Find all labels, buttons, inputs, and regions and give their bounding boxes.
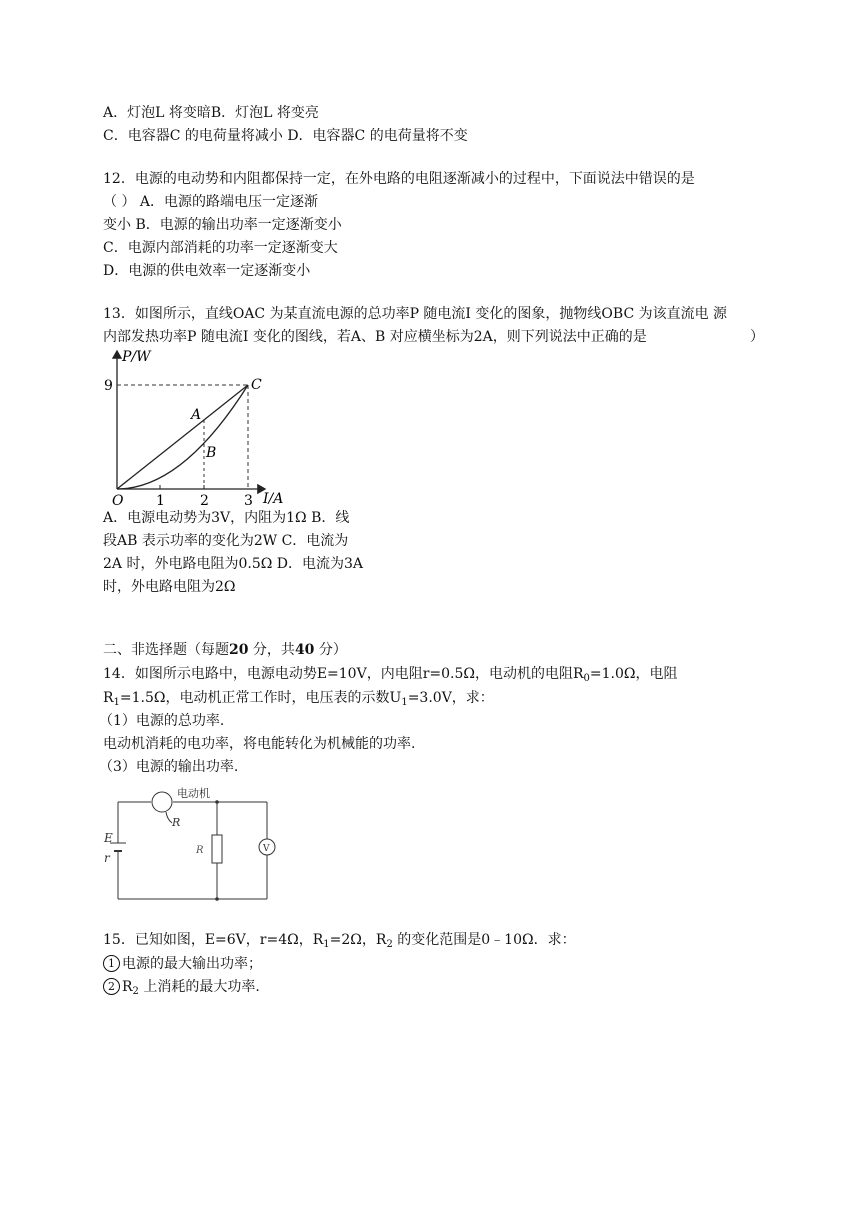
q14-line2-sub1: 1 [113,697,120,708]
q15-item-2-text-b: 上消耗的最大功率. [138,979,260,995]
q15-item-1-text: 电源的最大输出功率； [122,956,262,972]
q14-item-2: 电动机消耗的电功率，将电能转化为机械能的功率. [103,736,416,752]
q11-options-ab: A．灯泡L 将变暗B．灯泡L 将变亮 [103,105,319,121]
graph-point-b: B [206,445,217,461]
circuit-resistor [212,835,222,863]
graph-origin-label: O [112,493,124,509]
q15-text-a: 15．已知如图，E=6V，r=4Ω，R [103,932,324,948]
circuit-motor-r-label: R [172,816,181,829]
circuit-node-bottom [215,897,219,901]
q13-stem-line1: 13．如图所示，直线OAC 为某直流电源的总功率P 随电流I 变化的图象，抛物线OBC 为该直流电 源 [103,306,728,322]
q14-line1-text-b: =1.0Ω，电阻 [589,666,678,682]
q15-text-c: 的变化范围是0﹣10Ω．求： [392,932,576,948]
graph-x-tick-2: 2 [200,493,209,509]
q14-stem-line1 [103,664,678,684]
q15-sub2: 2 [386,939,393,950]
section2-heading-pre: 二、非选择题（每题 [103,642,229,658]
section2-heading-num2: 40 [294,642,315,658]
circuit-motor [152,792,172,812]
q14-item-1: （1）电源的总功率. [99,713,225,729]
q12-option-b: 变小 B．电源的输出功率一定逐渐变小 [103,217,342,233]
q15-item-2-number: 2 [103,978,120,995]
q15-sub1: 1 [323,939,330,950]
graph-y-tick-9: 9 [104,378,113,394]
q12-option-a: （ ） A．电源的路端电压一定逐渐 [103,194,319,210]
q14-item-3: （3）电源的输出功率. [99,759,239,775]
q15-item-2-text-a: R [122,979,133,995]
q12-stem: 12．电源的电动势和内阻都保持一定，在外电路的电阻逐渐减小的过程中，下面说法中错误的是 [103,171,695,187]
q13-stem-line2: 内部发热功率P 随电流I 变化的图线，若A、B 对应横坐标为2A，则下列说法中正确的是 [103,329,647,345]
q14-line2-text-a: R [103,690,114,706]
circuit-resistor-label: R [196,845,204,856]
power-current-graph [100,345,295,510]
q15-item-1 [103,954,262,974]
graph-x-tick-1: 1 [156,493,165,509]
circuit-node-top [215,800,219,804]
section2-heading-mid: 分，共 [248,642,295,658]
q15-item-2-sub: 2 [132,986,139,997]
q14-line1-text-a: 14．如图所示电路中，电源电动势E=10V，内电阻r=0.5Ω，电动机的电阻R [103,666,584,682]
circuit-motor-label: 电动机 [177,787,210,800]
graph-y-label: P/W [122,349,151,365]
q15-stem [103,930,576,950]
graph-point-a: A [191,407,202,423]
q13-options-line3: 2A 时，外电路电阻为0.5Ω D．电流为3A [103,556,364,572]
q14-stem-line2 [103,688,494,708]
q15-item-1-number: 1 [103,955,120,972]
q11-options-cd: C．电容器C 的电荷量将减小 D．电容器C 的电荷量将不变 [103,128,468,144]
q14-line2-text-c: =3.0V，求： [407,690,494,706]
q13-options-line4: 时，外电路电阻为2Ω [103,579,236,595]
section2-heading [103,640,347,660]
circuit-r-label: r [104,851,110,865]
graph-x-tick-3: 3 [244,493,253,509]
q14-line1-sub: 0 [583,673,590,684]
section2-heading-post: 分） [314,642,347,658]
graph-point-c: C [251,377,262,393]
q14-line2-text-b: =1.5Ω，电动机正常工作时，电压表的示数U [119,690,402,706]
q12-option-c: C．电源内部消耗的功率一定逐渐变大 [103,240,338,256]
graph-x-label: I/A [263,491,284,507]
circuit-e-label: E [104,831,113,845]
q13-options-line1: A．电源电动势为3V，内阻为1Ω B．线 [103,510,350,526]
q12-option-d: D．电源的供电效率一定逐渐变小 [103,263,311,279]
q13-stem-paren: ） [750,329,764,345]
section2-heading-num1: 20 [229,642,249,658]
graph-line-oac [117,385,248,489]
q14-line2-sub2: 1 [401,697,408,708]
circuit-voltmeter-label: V [263,844,270,854]
q15-item-2 [103,977,260,997]
q15-text-b: =2Ω，R [329,932,387,948]
motor-circuit-diagram [100,782,285,902]
q13-options-line2: 段AB 表示功率的变化为2W C．电流为 [103,533,349,549]
